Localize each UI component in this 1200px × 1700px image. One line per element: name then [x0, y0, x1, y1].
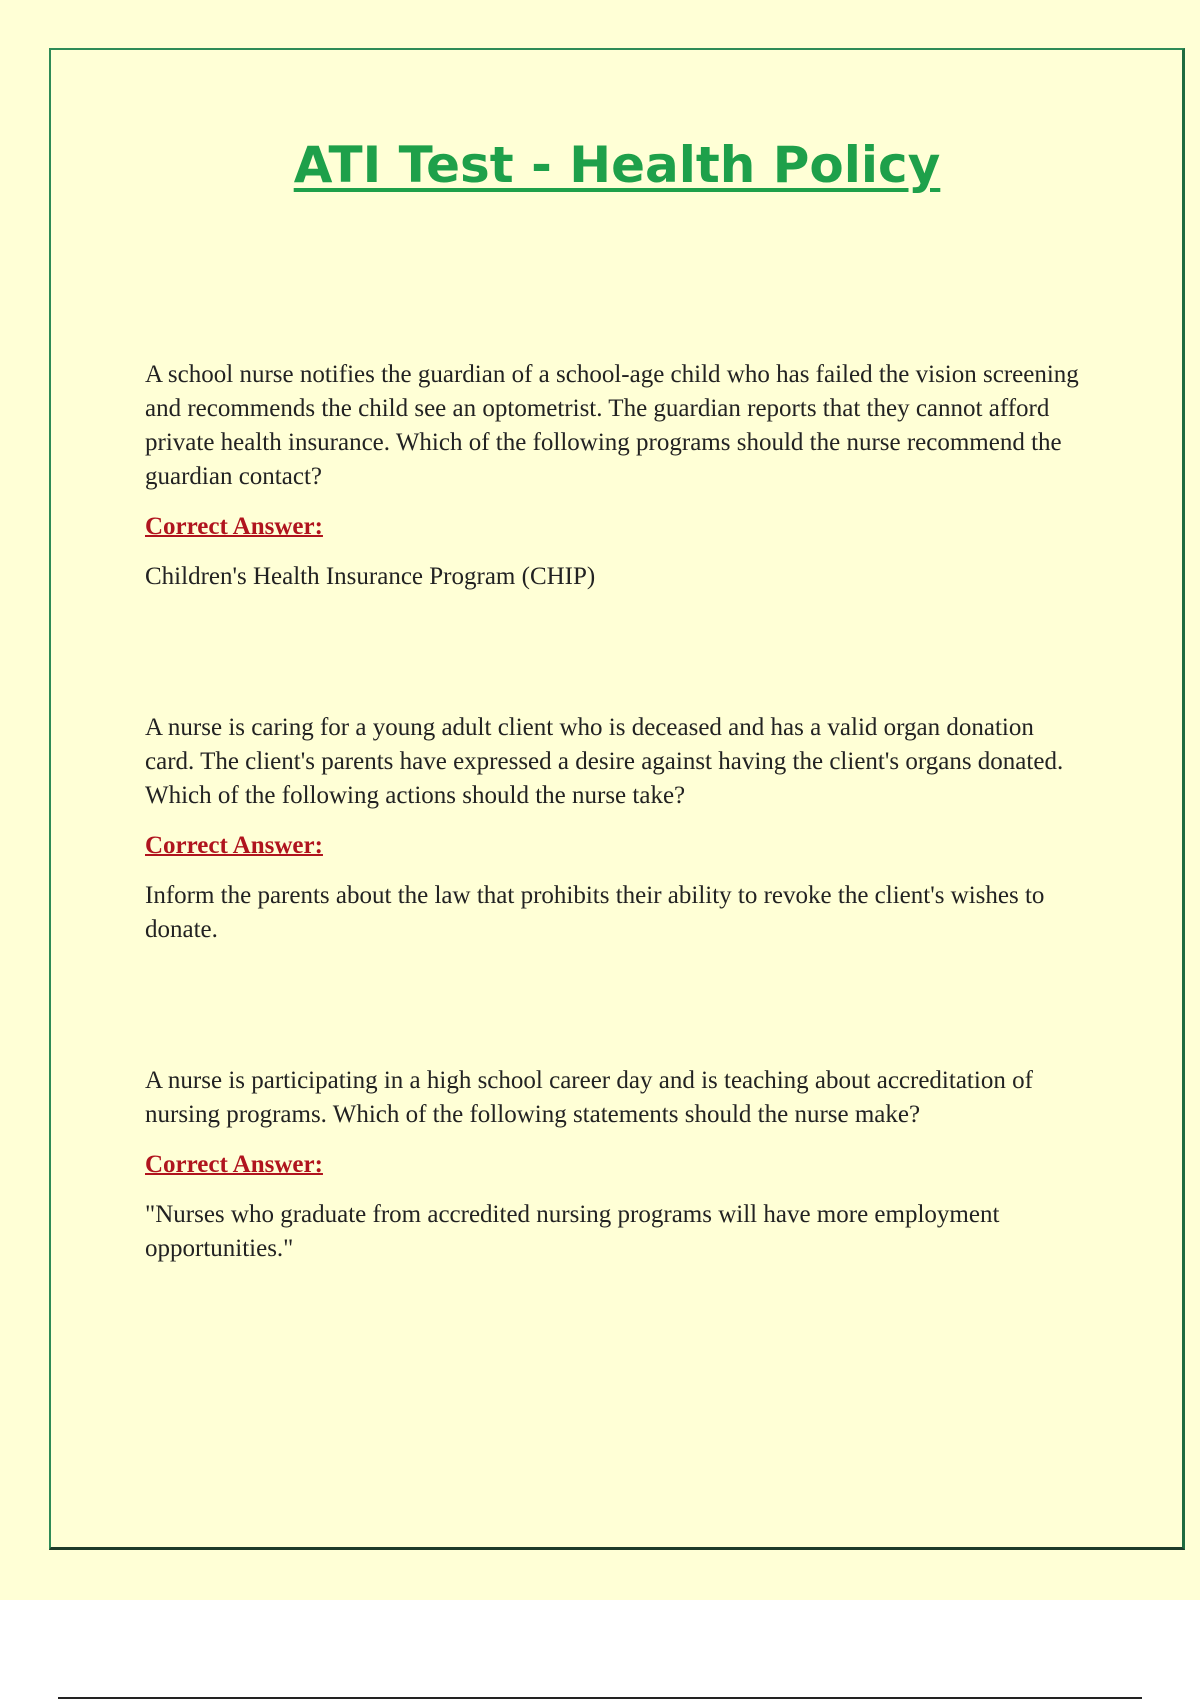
footer-divider — [58, 1697, 1142, 1699]
question-text: A school nurse notifies the guardian of a school-age child who has failed the vision screening and recommends the child see an optometrist. The guardian reports that they cannot afford private health insurance. Which of the following programs should the nurse recommend the guardian contact? — [145, 361, 1079, 490]
page-title — [0, 136, 1200, 194]
qa-item-2 — [145, 711, 1085, 947]
correct-answer-label: Correct Answer: — [145, 1151, 323, 1178]
qa-item-1 — [145, 358, 1085, 594]
page-title-text: ATI Test - Health Policy — [293, 136, 941, 194]
qa-item-3 — [145, 1064, 1085, 1266]
correct-answer-label: Correct Answer: — [145, 832, 323, 859]
answer-text: Children's Health Insurance Program (CHIP) — [145, 563, 596, 590]
answer-text: Inform the parents about the law that prohibits their ability to revoke the client's wishes to donate. — [145, 882, 1045, 943]
correct-answer-label: Correct Answer: — [145, 513, 323, 540]
question-text: A nurse is caring for a young adult client who is deceased and has a valid organ donation card. The client's parents have expressed a desire against having the client's organs donated. Which of the following actions should the nurse take? — [145, 714, 1064, 809]
question-text: A nurse is participating in a high school career day and is teaching about accreditation of nursing programs. Which of the following statements should the nurse make? — [145, 1067, 1033, 1128]
answer-text: "Nurses who graduate from accredited nursing programs will have more employment opportunities." — [145, 1201, 1000, 1262]
